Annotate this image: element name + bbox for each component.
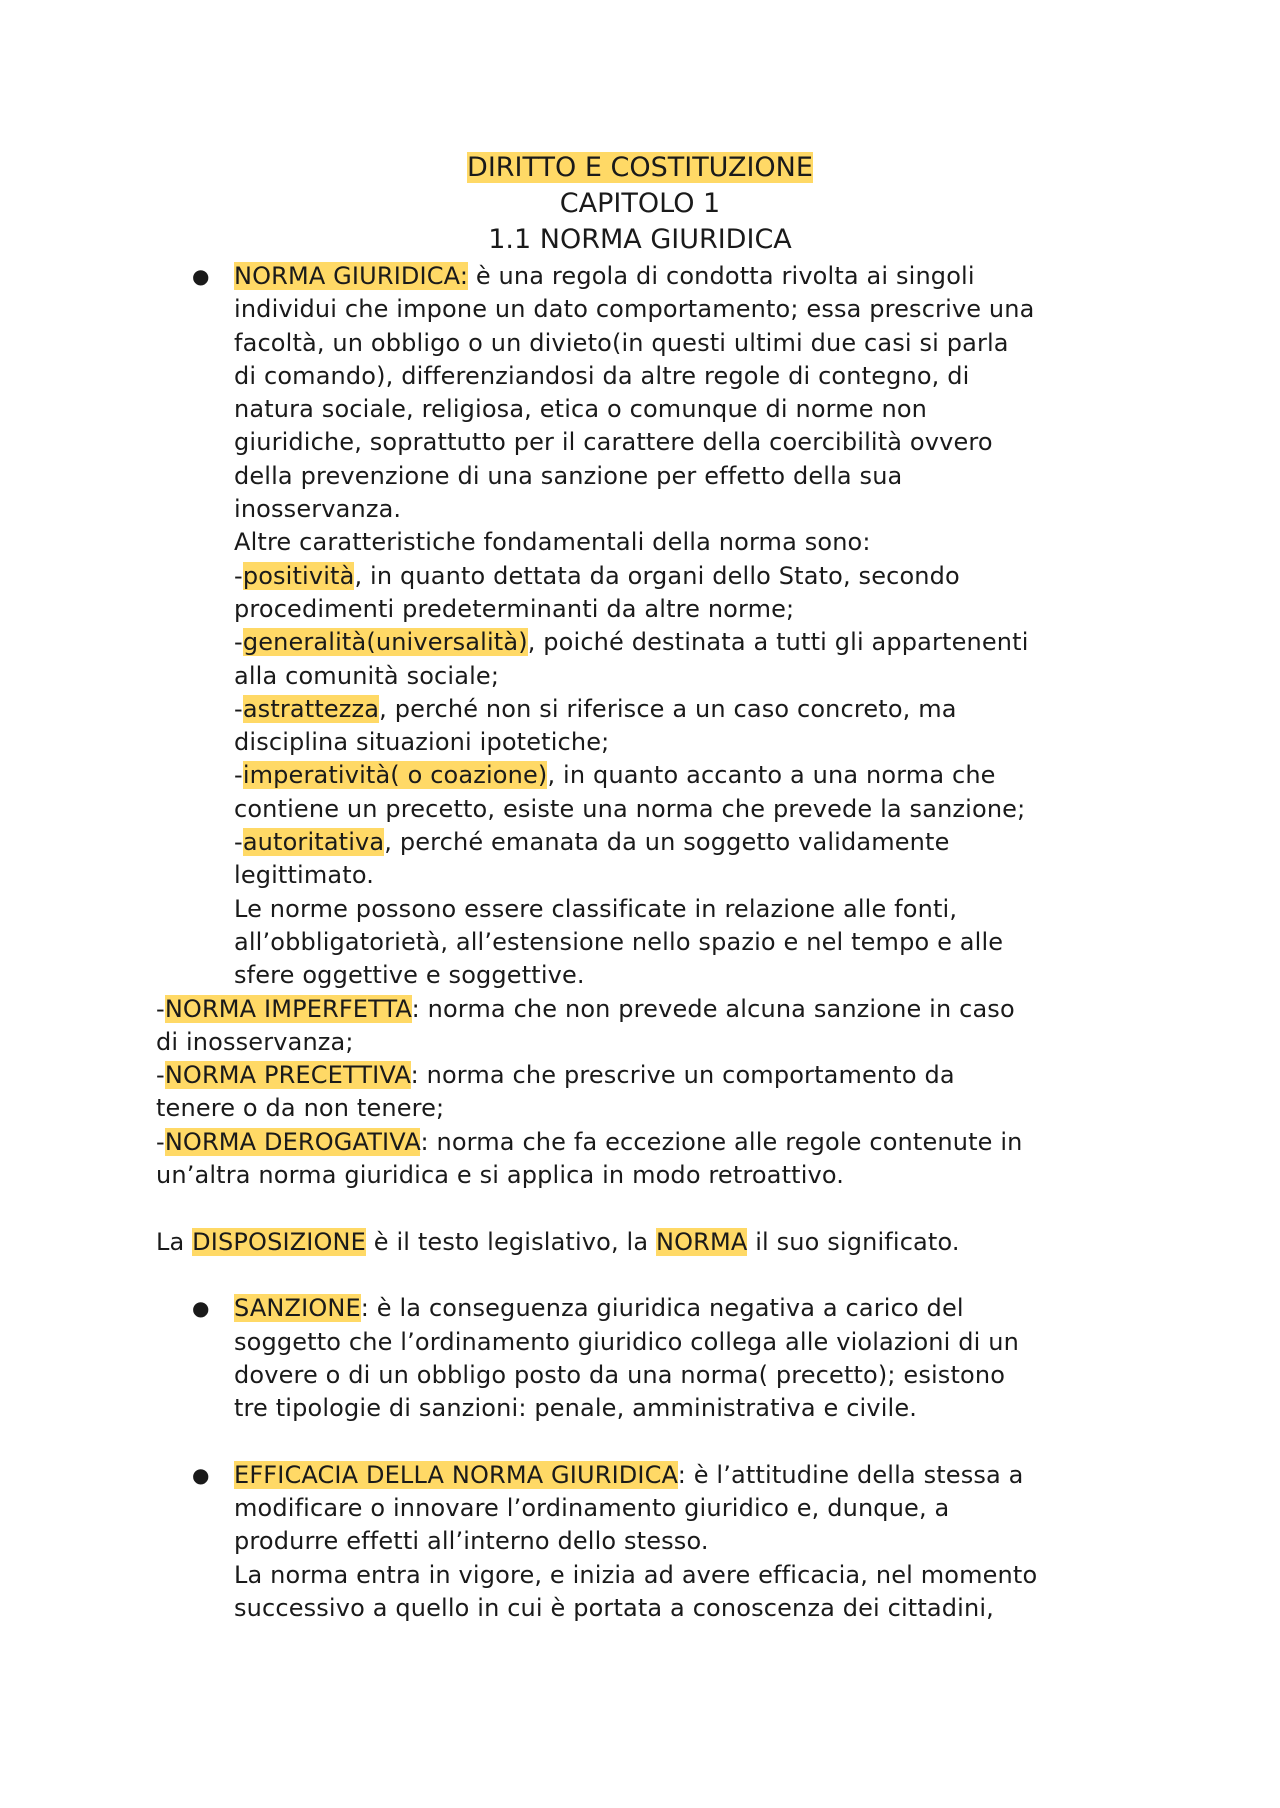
caratteristica-item: -astrattezza, perché non si riferisce a un caso concreto, ma (234, 694, 957, 723)
norm-type-term: NORMA IMPERFETTA (164, 994, 412, 1023)
document-title: DIRITTO E COSTITUZIONE (467, 152, 813, 183)
classificazione-line: all’obbligatorietà, all’estensione nello spazio e nel tempo e alle (234, 927, 1004, 956)
disposizione-paragraph: La DISPOSIZIONE è il testo legislativo, la NORMA il suo significato. (156, 1227, 960, 1256)
sanzione-term: SANZIONE (234, 1294, 361, 1323)
efficacia-term: EFFICACIA DELLA NORMA GIURIDICA (234, 1460, 678, 1489)
bullet-efficacia (156, 1459, 1136, 1625)
sanzione-line: soggetto che l’ordinamento giuridico collega alle violazioni di un (234, 1327, 1019, 1356)
document-body (156, 260, 1136, 1625)
caratteristica-item-cont: legittimato. (234, 861, 375, 890)
norm-type-term: NORMA DEROGATIVA (164, 1127, 421, 1156)
norm-type-item: -NORMA DEROGATIVA: norma che fa eccezione alle regole contenute in (156, 1127, 1023, 1156)
document-header (0, 150, 1280, 258)
chapter-heading: CAPITOLO 1 (559, 188, 721, 219)
norm-types (156, 993, 1136, 1193)
sanzione-line: tre tipologie di sanzioni: penale, amministrativa e civile. (234, 1394, 918, 1423)
caratteristica-term: positività (242, 561, 355, 590)
sanzione-line: dovere o di un obbligo posto da una norma( precetto); esistono (234, 1360, 1006, 1389)
norma-line: natura sociale, religiosa, etica o comunque di norme non (234, 395, 928, 424)
disposizione-term: DISPOSIZIONE (192, 1227, 366, 1256)
classificazione-line: Le norme possono essere classificate in relazione alle fonti, (234, 894, 958, 923)
norma-term: NORMA GIURIDICA: (234, 262, 469, 290)
efficacia-line: modificare o innovare l’ordinamento giuridico e, dunque, a (234, 1493, 950, 1522)
bullet-icon: ● (192, 264, 210, 288)
norma-line: Altre caratteristiche fondamentali della norma sono: (234, 528, 871, 557)
caratteristica-item-cont: contiene un precetto, esiste una norma che prevede la sanzione; (234, 794, 1026, 823)
norm-type-cont: tenere o da non tenere; (156, 1094, 445, 1123)
caratteristica-term: autoritativa (242, 828, 385, 857)
norm-type-cont: un’altra norma giuridica e si applica in modo retroattivo. (156, 1161, 845, 1190)
norma-line: facoltà, un obbligo o un divieto(in questi ultimi due casi si parla (234, 328, 1009, 357)
classificazione-line: sfere oggettive e soggettive. (234, 961, 585, 990)
norma-line: giuridiche, soprattutto per il carattere della coercibilità ovvero (234, 428, 993, 457)
caratteristica-item: -generalità(universalità), poiché destinata a tutti gli appartenenti (234, 628, 1029, 657)
spacer (156, 1192, 1136, 1225)
norma-line: individui che impone un dato comportamento; essa prescrive una (234, 295, 1035, 324)
caratteristica-term: generalità(universalità) (242, 628, 528, 657)
norma-line: di comando), differenziandosi da altre regole di contegno, di (234, 361, 970, 390)
caratteristica-term: astrattezza (242, 694, 380, 723)
norm-type-item: -NORMA IMPERFETTA: norma che non prevede alcuna sanzione in caso (156, 994, 1015, 1023)
bullet-norma-giuridica (156, 260, 1136, 993)
efficacia-line: successivo a quello in cui è portata a conoscenza dei cittadini, (234, 1593, 994, 1622)
caratteristica-item-cont: alla comunità sociale; (234, 661, 500, 690)
efficacia-line: EFFICACIA DELLA NORMA GIURIDICA: è l’attitudine della stessa a (234, 1460, 1024, 1489)
norm-type-cont: di inosservanza; (156, 1027, 354, 1056)
sanzione-line: SANZIONE: è la conseguenza giuridica negativa a carico del (234, 1294, 964, 1323)
norm-type-term: NORMA PRECETTIVA (164, 1061, 411, 1090)
bullet-sanzione (156, 1292, 1136, 1425)
bullet-icon: ● (192, 1296, 210, 1321)
norm-type-item: -NORMA PRECETTIVA: norma che prescrive un comportamento da (156, 1061, 955, 1090)
norma-line: NORMA GIURIDICA: è una regola di condotta rivolta ai singoli (234, 262, 975, 290)
caratteristica-item-cont: procedimenti predeterminanti da altre norme; (234, 594, 795, 623)
efficacia-line: La norma entra in vigore, e inizia ad avere efficacia, nel momento (234, 1560, 1038, 1589)
bullet-icon: ● (192, 1462, 210, 1487)
caratteristica-item: -imperatività( o coazione), in quanto accanto a una norma che (234, 761, 996, 790)
caratteristica-item-cont: disciplina situazioni ipotetiche; (234, 728, 610, 757)
spacer (156, 1425, 1136, 1458)
caratteristica-item: -autoritativa, perché emanata da un soggetto validamente (234, 828, 950, 857)
section-heading: 1.1 NORMA GIURIDICA (488, 224, 792, 255)
efficacia-line: produrre effetti all’interno dello stesso. (234, 1527, 709, 1556)
norma-line: della prevenzione di una sanzione per effetto della sua (234, 461, 903, 490)
caratteristica-term: imperatività( o coazione) (242, 761, 548, 790)
norma-line: inosservanza. (234, 495, 402, 524)
spacer (156, 1259, 1136, 1292)
norma-term-inline: NORMA (656, 1227, 748, 1256)
caratteristica-item: -positività, in quanto dettata da organi dello Stato, secondo (234, 561, 960, 590)
